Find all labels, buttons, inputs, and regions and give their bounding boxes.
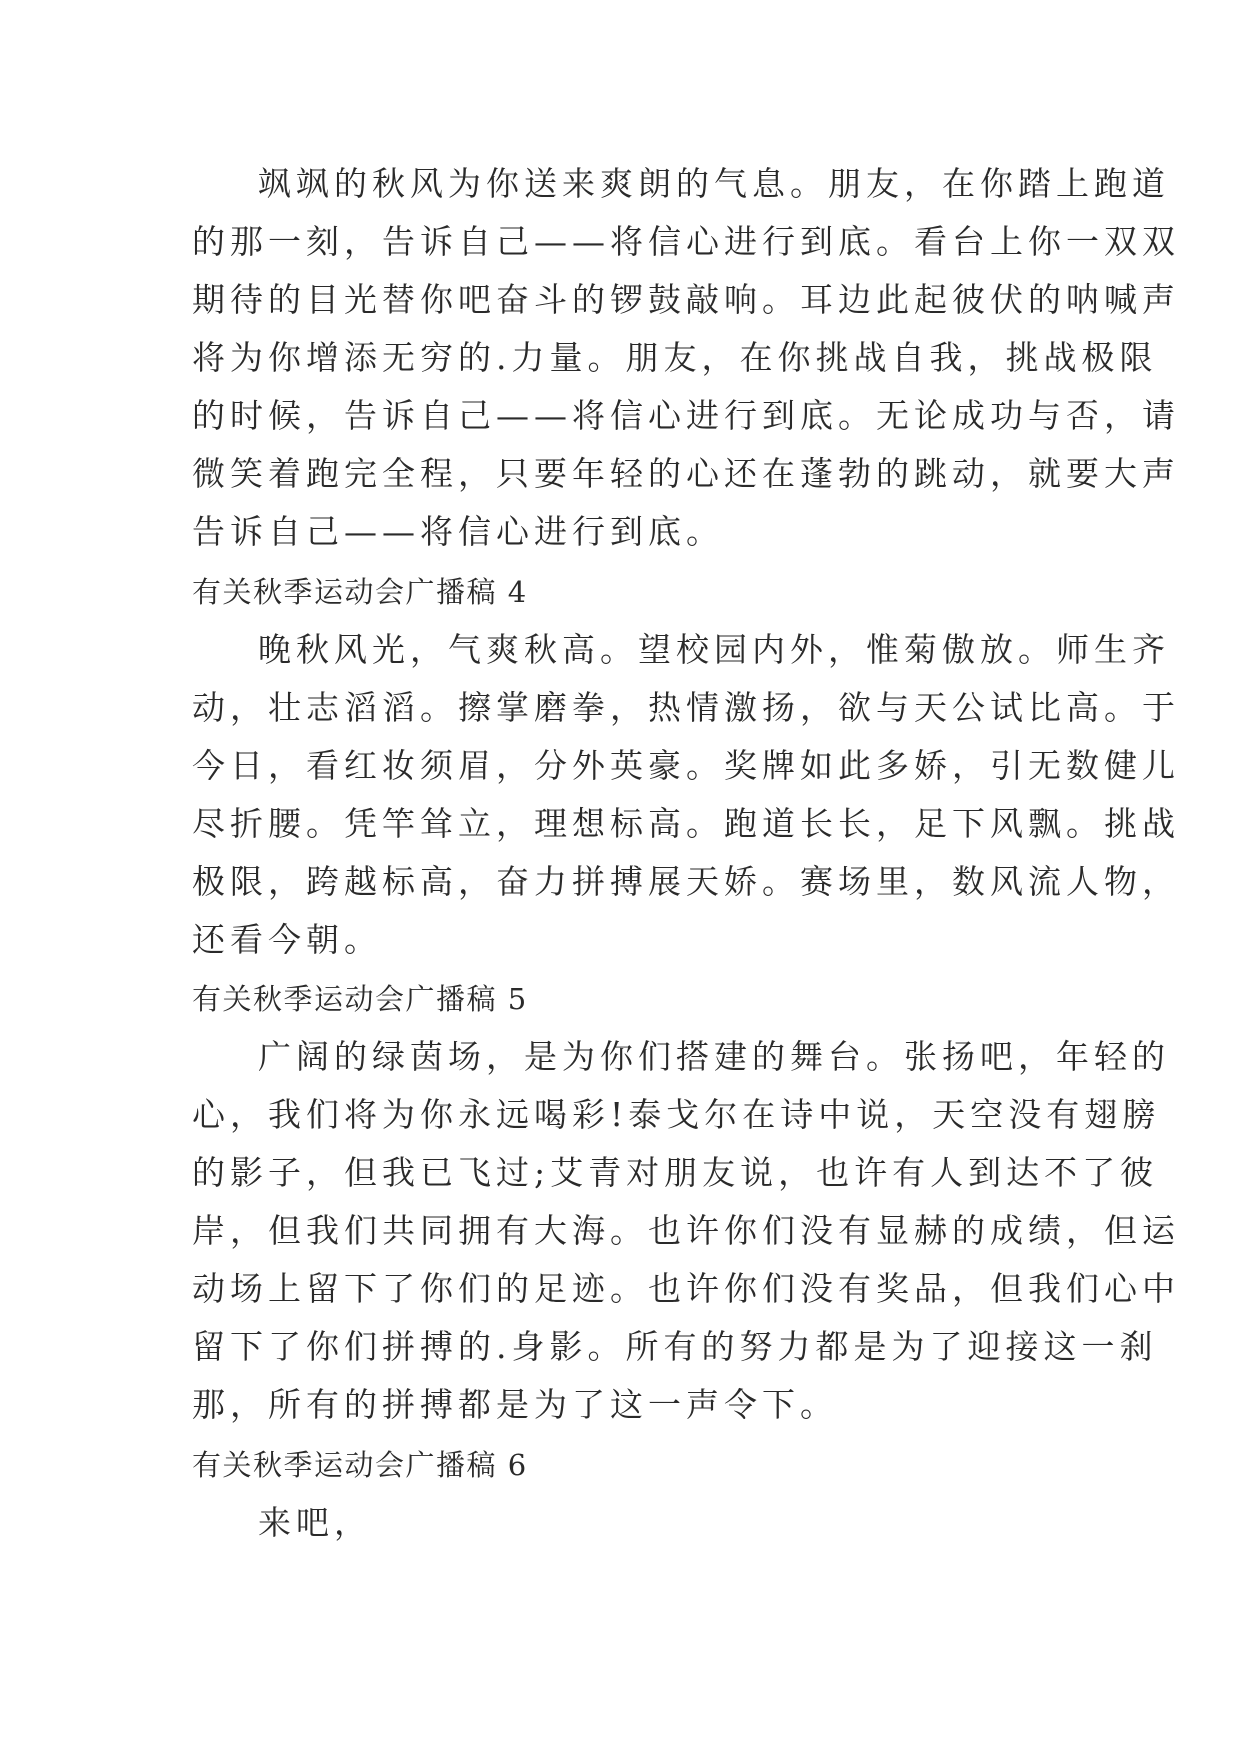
- section-heading: 有关秋季运动会广播稿 5: [192, 982, 528, 1016]
- paragraph-line: 来吧，: [258, 1503, 372, 1542]
- paragraph-line: 岸，但我们共同拥有大海。也许你们没有显赫的成绩，但运: [192, 1211, 1180, 1250]
- paragraph-line: 极限，跨越标高，奋力拼搏展天娇。赛场里，数风流人物，: [192, 862, 1180, 901]
- paragraph-line: 将为你增添无穷的.力量。朋友，在你挑战自我，挑战极限: [192, 338, 1158, 377]
- paragraph-line: 心，我们将为你永远喝彩!泰戈尔在诗中说，天空没有翅膀: [192, 1095, 1161, 1134]
- paragraph-line: 飒飒的秋风为你送来爽朗的气息。朋友，在你踏上跑道: [258, 164, 1170, 203]
- paragraph-line: 的影子，但我已飞过;艾青对朋友说，也许有人到达不了彼: [192, 1153, 1159, 1192]
- section-heading: 有关秋季运动会广播稿 4: [192, 575, 528, 609]
- paragraph-line: 告诉自己——将信心进行到底。: [192, 512, 724, 551]
- paragraph-line: 的时候，告诉自己——将信心进行到底。无论成功与否，请: [192, 396, 1180, 435]
- paragraph-line: 动场上留下了你们的足迹。也许你们没有奖品，但我们心中: [192, 1269, 1180, 1308]
- paragraph-line: 今日，看红妆须眉，分外英豪。奖牌如此多娇，引无数健儿: [192, 746, 1180, 785]
- paragraph-line: 微笑着跑完全程，只要年轻的心还在蓬勃的跳动，就要大声: [192, 454, 1180, 493]
- paragraph-line: 尽折腰。凭竿耸立，理想标高。跑道长长，足下风飘。挑战: [192, 804, 1180, 843]
- paragraph-line: 还看今朝。: [192, 920, 382, 959]
- paragraph-line: 广阔的绿茵场，是为你们搭建的舞台。张扬吧，年轻的: [258, 1037, 1170, 1076]
- section-heading: 有关秋季运动会广播稿 6: [192, 1448, 528, 1482]
- paragraph-line: 期待的目光替你吧奋斗的锣鼓敲响。耳边此起彼伏的呐喊声: [192, 280, 1180, 319]
- paragraph-line: 的那一刻，告诉自己——将信心进行到底。看台上你一双双: [192, 222, 1180, 261]
- paragraph-line: 动，壮志滔滔。擦掌磨拳，热情激扬，欲与天公试比高。于: [192, 688, 1180, 727]
- paragraph-line: 留下了你们拼搏的.身影。所有的努力都是为了迎接这一刹: [192, 1327, 1158, 1366]
- paragraph-line: 晚秋风光，气爽秋高。望校园内外，惟菊傲放。师生齐: [258, 630, 1170, 669]
- paragraph-line: 那，所有的拼搏都是为了这一声令下。: [192, 1385, 838, 1424]
